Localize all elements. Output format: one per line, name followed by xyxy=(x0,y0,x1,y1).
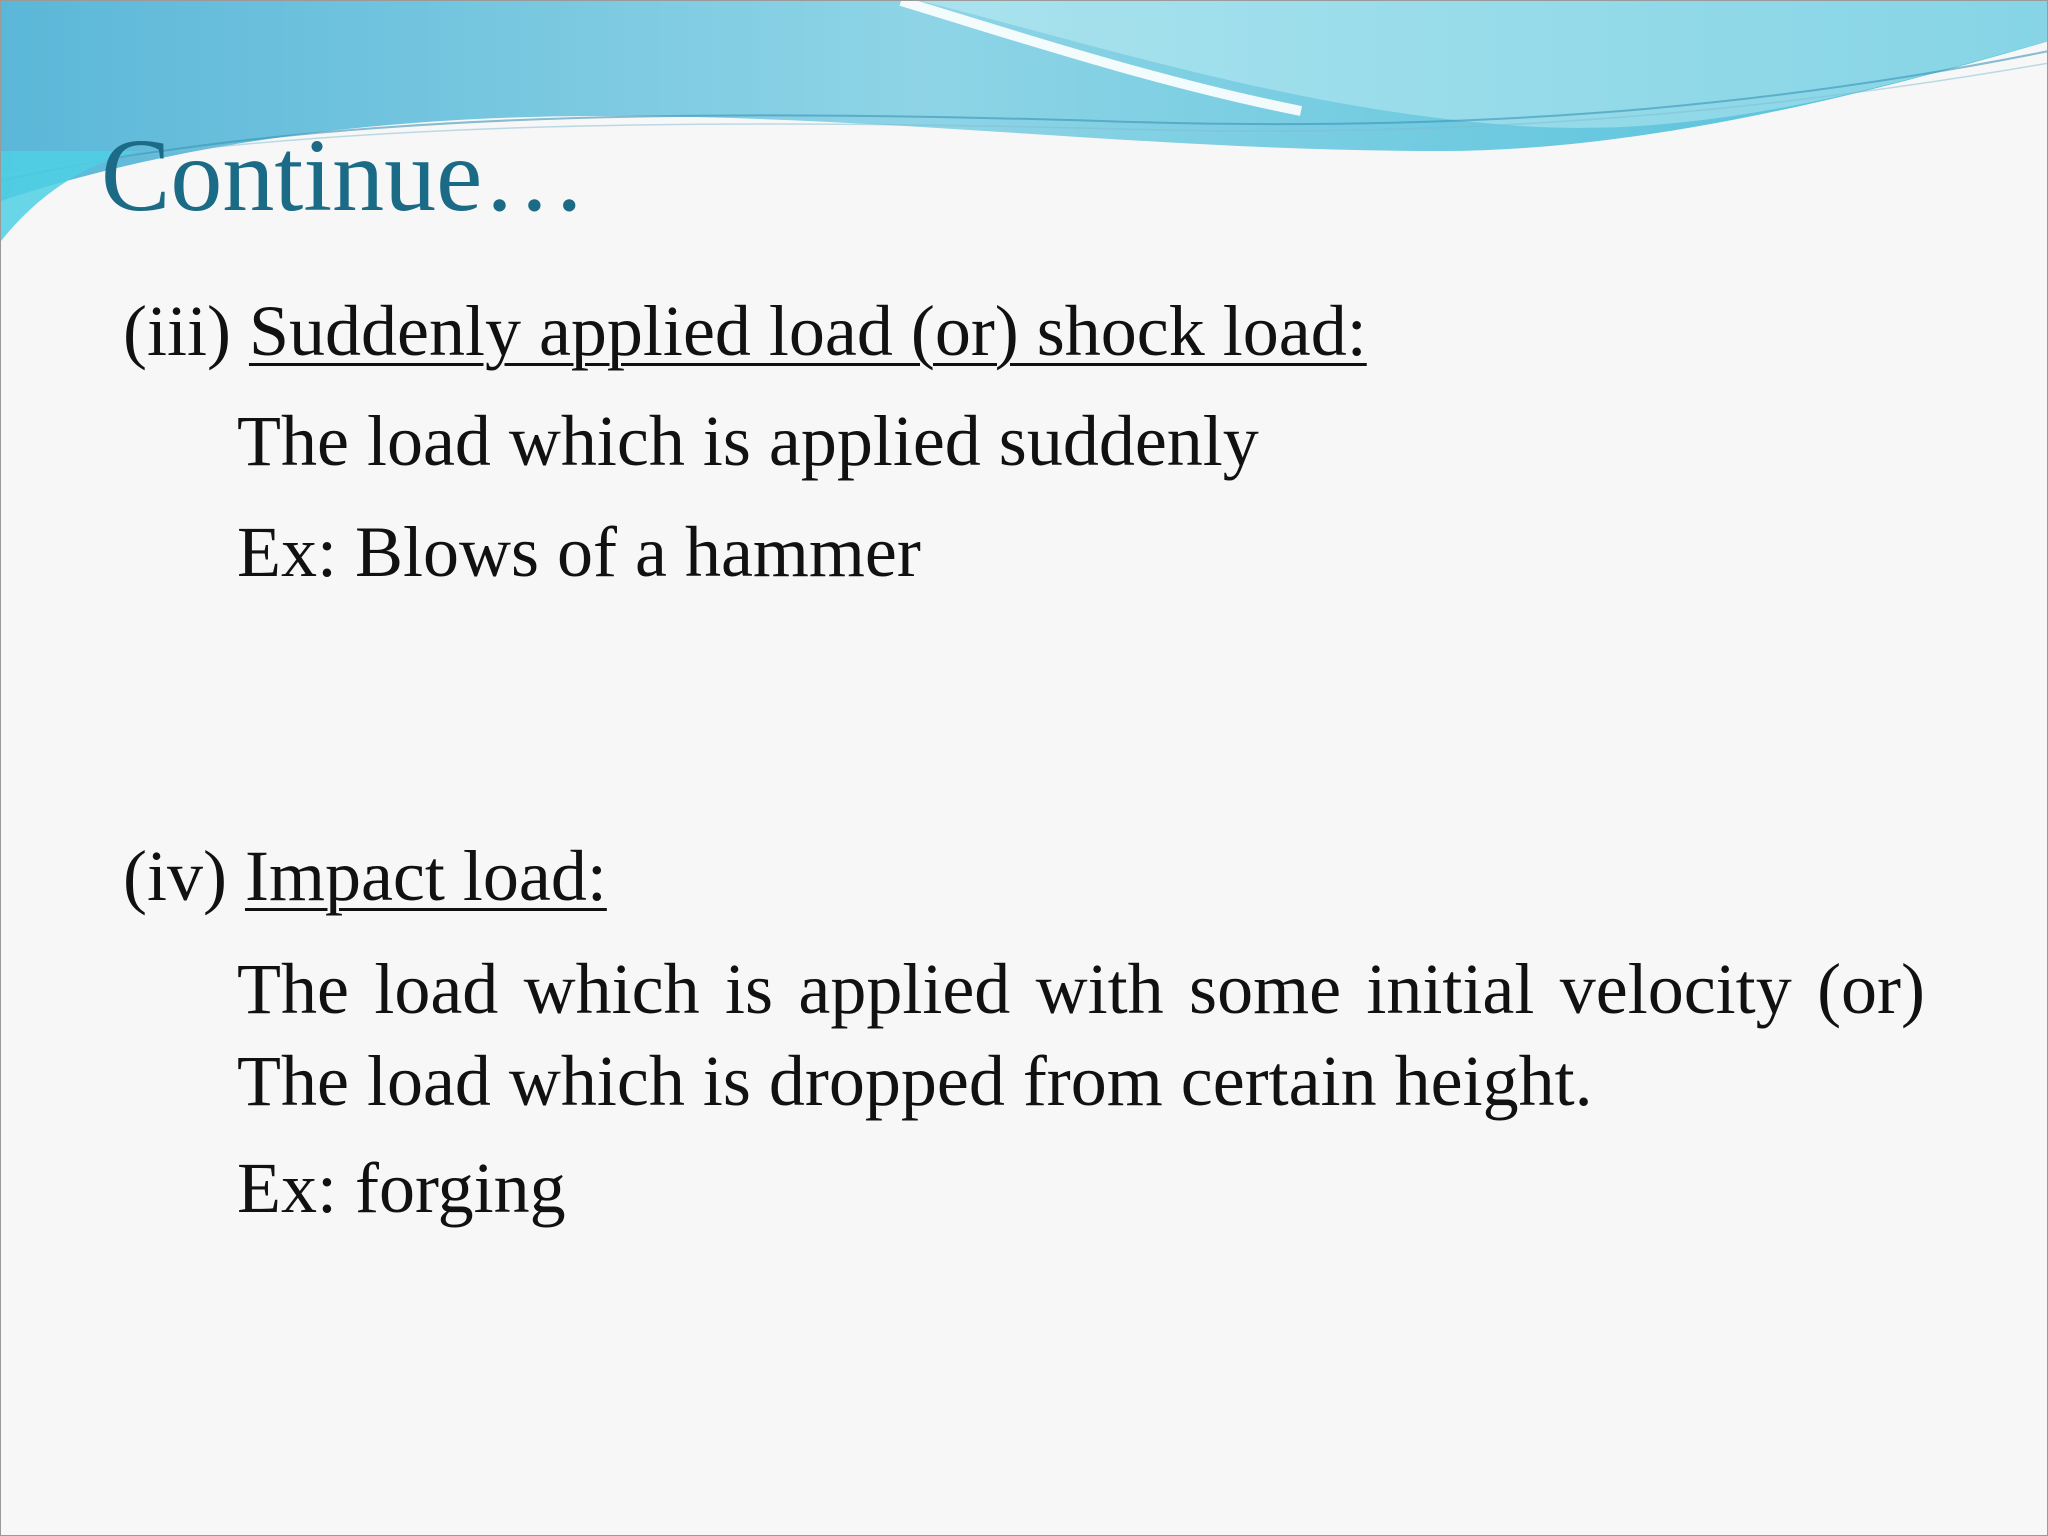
section-iii-example: Ex: Blows of a hammer xyxy=(237,512,921,592)
section-iii-definition: The load which is applied suddenly xyxy=(237,401,1259,481)
slide-title: Continue… xyxy=(101,118,587,233)
section-iv-header xyxy=(123,837,607,916)
section-iv-example: Ex: forging xyxy=(237,1148,566,1228)
section-iii-heading: Suddenly applied load (or) shock load: xyxy=(248,291,1367,371)
section-iv-number: (iv) xyxy=(123,836,227,916)
section-iii-header xyxy=(123,292,1367,371)
section-iv-definition: The load which is applied with some initial velocity (or) The load which is dropped from certain height. xyxy=(237,949,1925,1121)
section-iii-number: (iii) xyxy=(123,291,231,371)
section-iv-heading: Impact load: xyxy=(244,836,607,916)
